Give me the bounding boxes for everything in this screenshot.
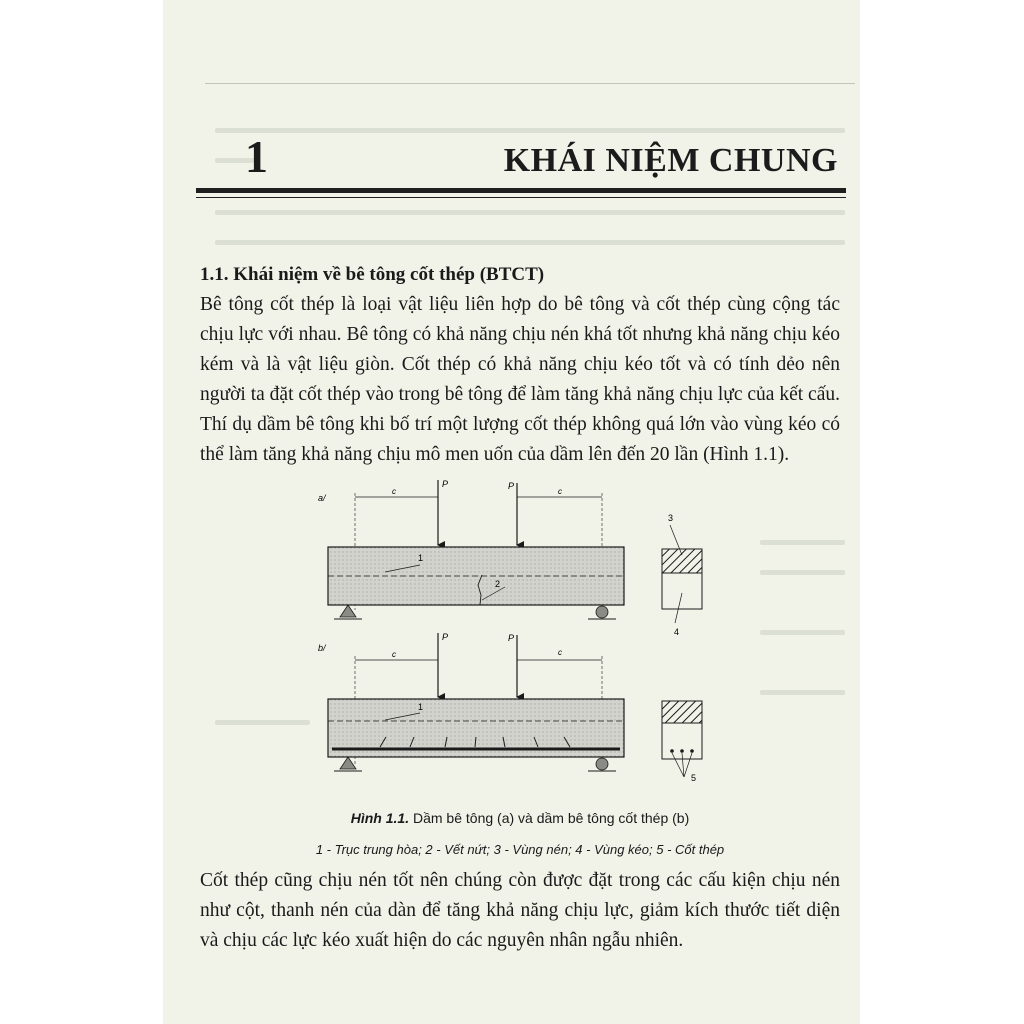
roller-support	[596, 758, 608, 770]
rebar-dot	[690, 749, 694, 753]
span-label-c: c	[392, 650, 396, 659]
rebar-dot	[670, 749, 674, 753]
panel-b-label: b/	[318, 643, 326, 653]
span-label-c: c	[558, 648, 562, 657]
figure-caption-text: Dầm bê tông (a) và dầm bê tông cốt thép (b)	[412, 810, 690, 826]
figure-beam-diagram	[310, 475, 730, 795]
label-3: 3	[668, 513, 674, 523]
load-label-p: P	[442, 479, 449, 489]
label-1: 1	[418, 553, 424, 563]
bleed-through-line	[215, 240, 845, 245]
compression-zone	[662, 701, 702, 723]
figure-legend: 1 - Trục trung hòa; 2 - Vết nứt; 3 - Vùng nén; 4 - Vùng kéo; 5 - Cốt thép	[315, 842, 725, 857]
label-1: 1	[418, 702, 424, 712]
load-label-p: P	[442, 632, 449, 642]
bleed-through-line	[760, 690, 845, 695]
chapter-number: 1	[245, 131, 268, 182]
load-label-p: P	[508, 481, 515, 491]
rebar-dot	[680, 749, 684, 753]
bleed-through-line	[760, 570, 845, 575]
label-4: 4	[674, 627, 680, 637]
label-2: 2	[495, 579, 501, 589]
bleed-through-line	[215, 128, 845, 133]
pin-support	[340, 757, 356, 769]
roller-support	[596, 606, 608, 618]
pin-support	[340, 605, 356, 617]
bleed-through-line	[760, 630, 845, 635]
chapter-rule-thin	[196, 197, 846, 198]
load-label-p: P	[508, 633, 515, 643]
header-rule	[205, 83, 855, 84]
chapter-rule	[196, 188, 846, 193]
body-paragraph-2: Cốt thép cũng chịu nén tốt nên chúng còn được đặt trong các cấu kiện chịu nén như cột, thanh nén của dàn để tăng khả năng chịu lực, giảm kích thước tiết diện và chịu các lực kéo xuất hiện do các nguyên nhân ngẫu nhiên.	[200, 870, 840, 951]
bleed-through-line	[215, 210, 845, 215]
panel-a-label: a/	[318, 493, 326, 503]
chapter-title: KHÁI NIỆM CHUNG	[503, 142, 838, 179]
label-5: 5	[691, 773, 697, 783]
bleed-through-line	[215, 720, 310, 725]
section-heading: 1.1. Khái niệm về bê tông cốt thép (BTCT)	[200, 264, 545, 285]
bleed-through-line	[760, 540, 845, 545]
figure-caption-label: Hình 1.1.	[350, 810, 410, 826]
figure-caption	[300, 810, 740, 826]
compression-zone	[662, 549, 702, 573]
bleed-through-header	[205, 68, 855, 84]
span-label-c: c	[392, 487, 396, 496]
body-paragraph-1: Bê tông cốt thép là loại vật liệu liên hợp do bê tông và cốt thép cùng cộng tác chịu lực với nhau. Bê tông có khả năng chịu nén khá tốt nhưng khả năng chịu kéo kém và là vật liệu giòn. Cốt thép có khả năng chịu kéo tốt và có tính dẻo nên người ta đặt cốt thép vào trong bê tông để làm tăng khả năng chịu lực của kết cấu. Thí dụ dầm bê tông khi bố trí một lượng cốt thép không quá lớn vào vùng kéo có thể làm tăng khả năng chịu mô men uốn của dầm lên đến 20 lần (Hình 1.1).	[200, 294, 840, 465]
span-label-c: c	[558, 487, 562, 496]
